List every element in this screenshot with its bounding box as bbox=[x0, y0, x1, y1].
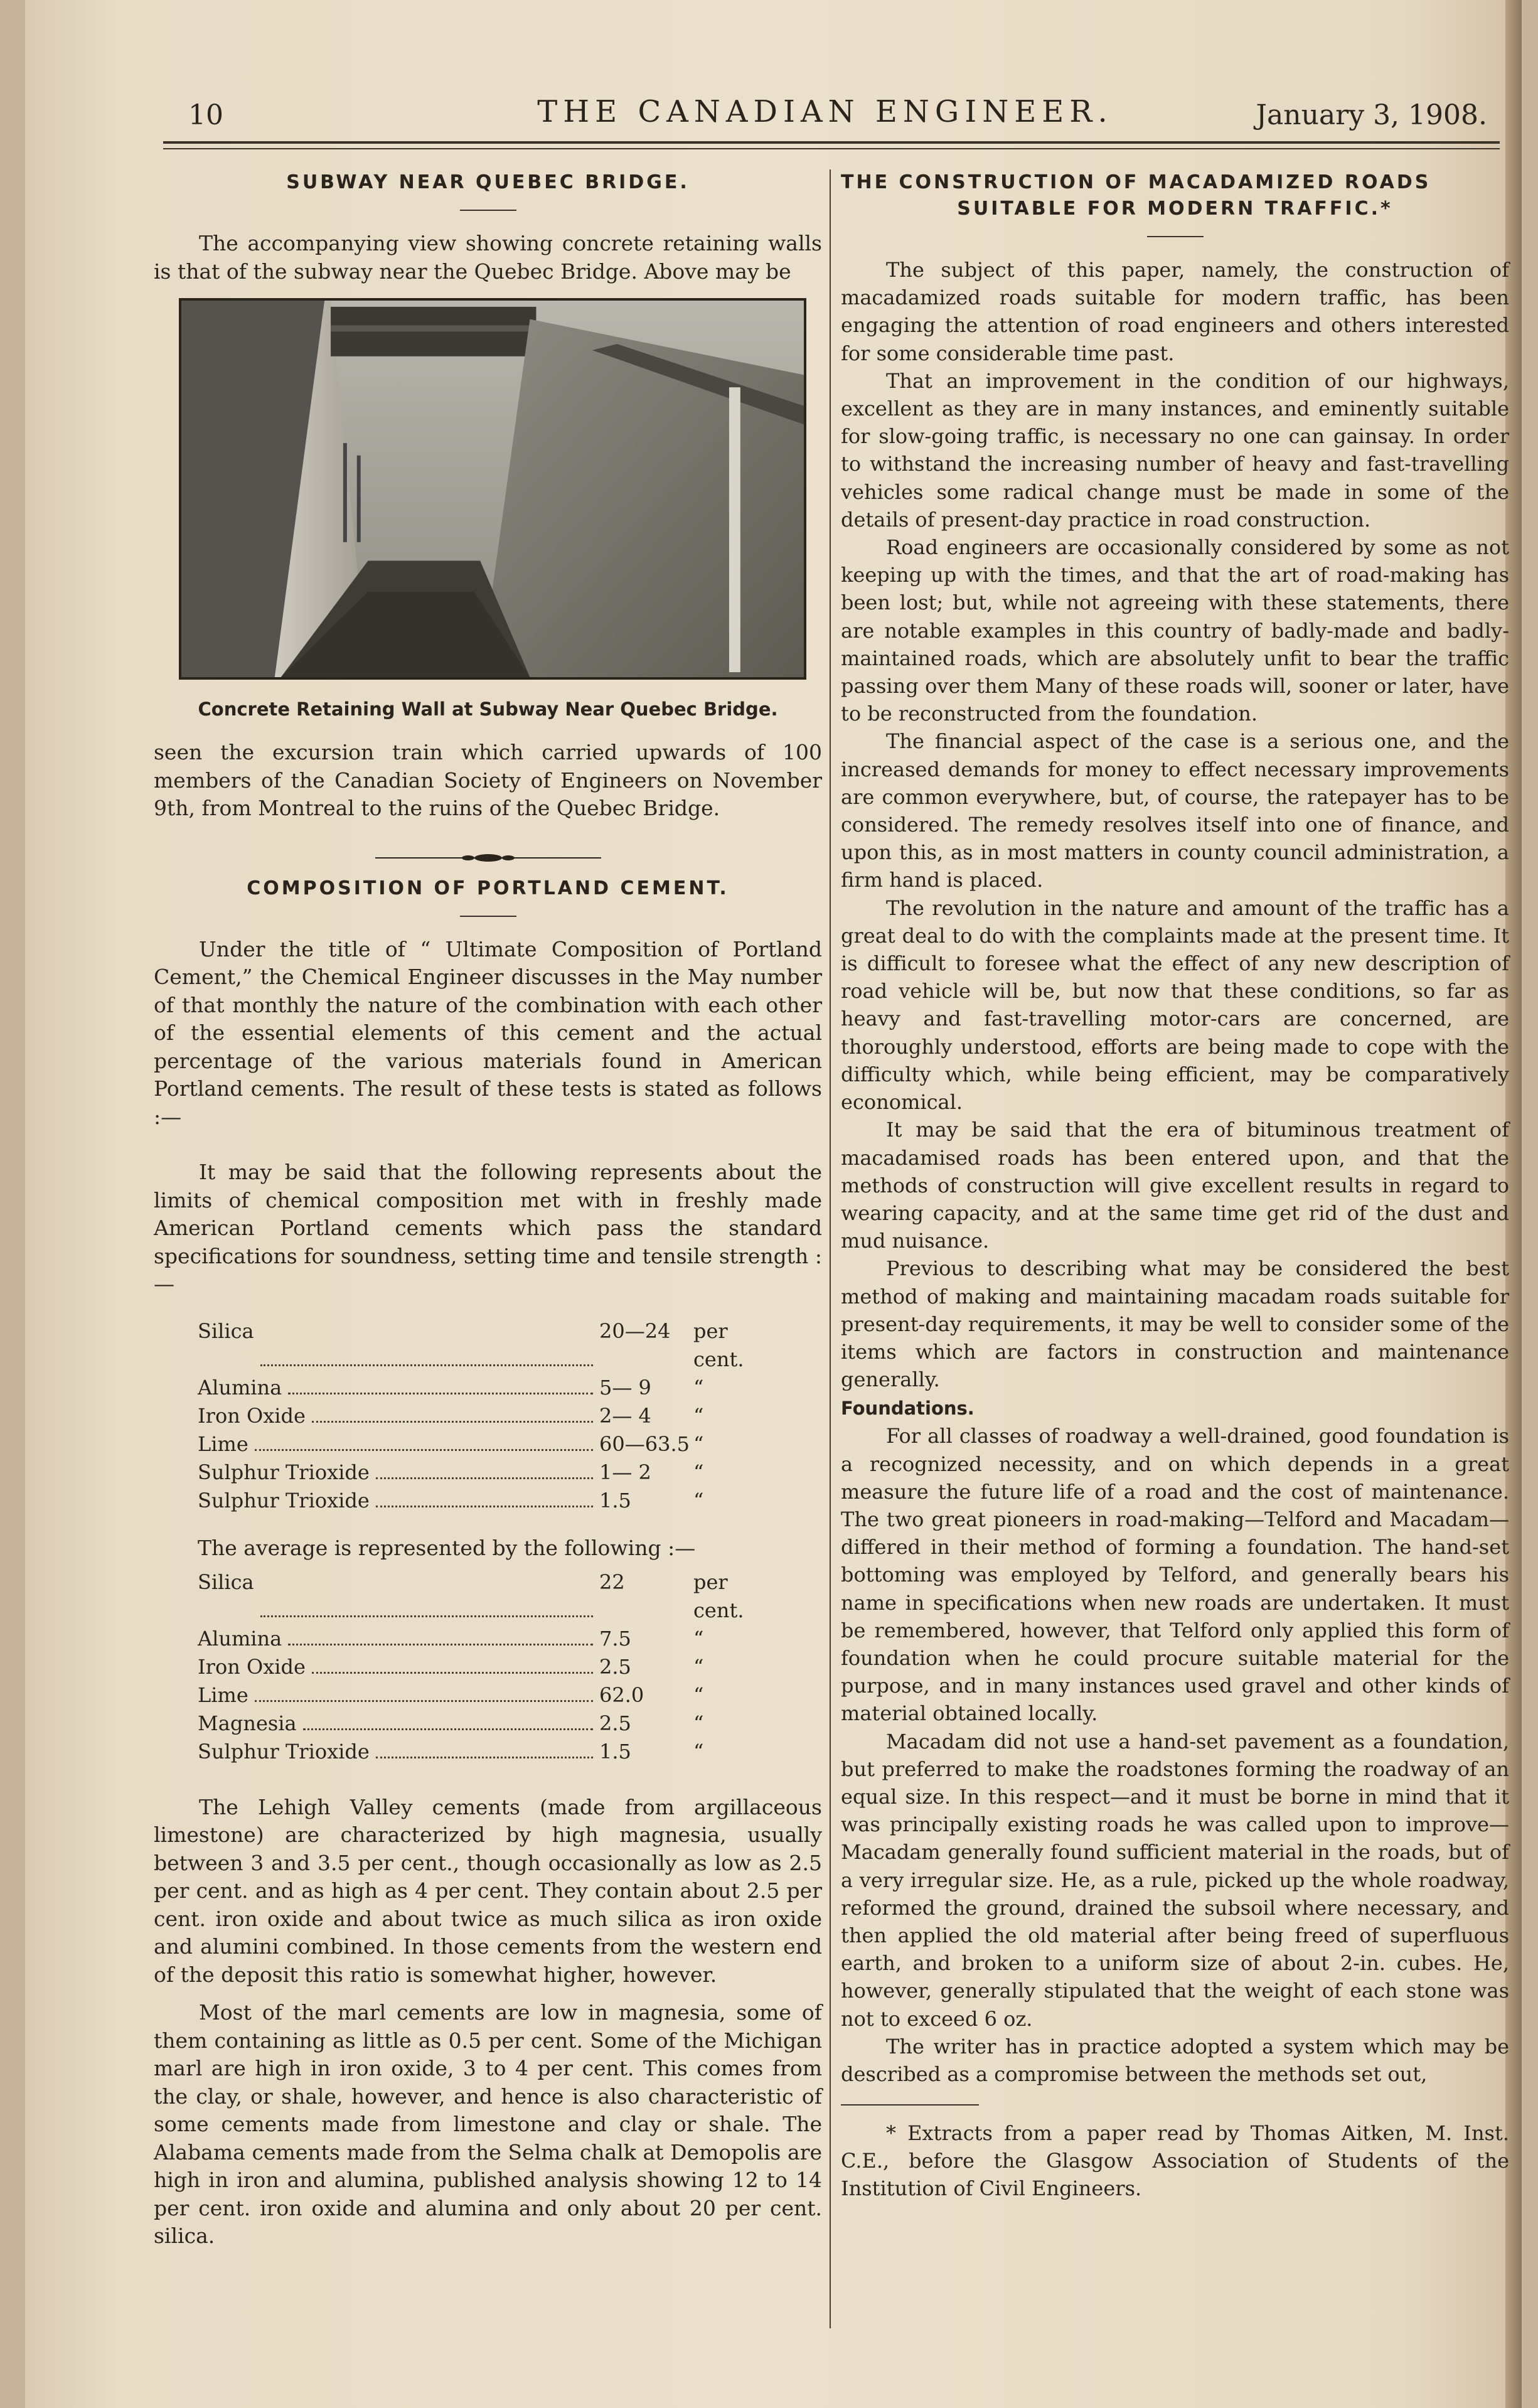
roads-paragraph: The financial aspect of the case is a serious one, and the increased demands for money to effect necessary improvements are common everywhere, but, of course, the ratepayer has to be considered. The remedy resolves itself into one of finance, and upon this, as in most matters in county council administration, a firm hand is placed. bbox=[841, 729, 1509, 892]
journal-title: THE CANADIAN ENGINEER. bbox=[537, 94, 1113, 129]
dot-leader bbox=[376, 1458, 593, 1479]
dot-leader bbox=[303, 1710, 593, 1730]
component-unit: “ bbox=[693, 1431, 704, 1456]
table-row bbox=[198, 1653, 781, 1681]
photo-caption: Concrete Retaining Wall at Subway Near Quebec Bridge. bbox=[198, 698, 778, 720]
cement-paragraph: The Lehigh Valley cements (made from argillaceous limestone) are characterized by high magnesia, usually between 3 and 3.5 per cent., though occasionally as low as 2.5 per cent. and as high as 4 per cent. They contain about 2.5 per cent. iron oxide and about twice as much silica as iron oxide and alumini combined. In those cements from the western end of the deposit this ratio is somewhat higher, however. bbox=[154, 1794, 822, 1987]
subway-continuation: seen the excursion train which carried upwards of 100 members of the Canadian Society of Engineers on November 9th, from Montreal to the ruins of the Quebec Bridge. bbox=[154, 740, 822, 820]
column-divider bbox=[830, 169, 831, 2328]
table-row bbox=[198, 1710, 781, 1738]
subway-intro: The accompanying view showing concrete retaining walls is that of the subway near the Quebec Bridge. Above may be bbox=[154, 231, 822, 284]
component-unit: per cent. bbox=[693, 1570, 744, 1622]
component-value: 22 bbox=[599, 1570, 625, 1594]
component-name: Iron Oxide bbox=[198, 1654, 306, 1679]
header-rule-thin bbox=[163, 148, 1500, 149]
component-unit: per cent. bbox=[693, 1319, 744, 1371]
component-value: 1.5 bbox=[599, 1739, 631, 1763]
component-unit: “ bbox=[693, 1375, 704, 1399]
component-value: 1.5 bbox=[599, 1488, 631, 1512]
component-value: 2.5 bbox=[599, 1711, 631, 1735]
ornament-divider-icon bbox=[375, 854, 601, 862]
component-name: Sulphur Trioxide bbox=[198, 1488, 370, 1512]
page-number: 10 bbox=[188, 99, 223, 131]
dot-leader bbox=[312, 1402, 593, 1423]
roads-heading-line2: SUITABLE FOR MODERN TRAFFIC.* bbox=[957, 198, 1393, 220]
roads-paragraph: That an improvement in the condition of our highways, excellent as they are in many instances, and eminently suitable for slow-going traffic, is necessary no one can gainsay. In order to withstand the increasing number of heavy and fast-travelling vehicles some radical change must be made in some of the details of present-day practice in road construction. bbox=[841, 368, 1509, 532]
newspaper-page bbox=[25, 0, 1522, 2408]
component-name: Lime bbox=[198, 1431, 248, 1456]
table-row bbox=[198, 1681, 781, 1710]
component-unit: “ bbox=[693, 1403, 704, 1428]
dot-leader bbox=[288, 1625, 593, 1645]
component-value: 20—24 bbox=[599, 1319, 671, 1343]
component-value: 60—63.5 bbox=[599, 1431, 690, 1456]
component-name: Magnesia bbox=[198, 1711, 297, 1735]
roads-paragraph: It may be said that the era of bituminous treatment of macadamised roads has been entered upon, and that the methods of construction will give excellent results in regard to wearing capacity, and at the same time get rid of the dust and mud nuisance. bbox=[841, 1118, 1509, 1253]
roads-paragraph: The revolution in the nature and amount of the traffic has a great deal to do with the complaints made at the present time. It is difficult to foresee what the effect of any new description of road vehicle will be, but now that these conditions, so far as heavy and fast-travelling motor-cars are concerned, are thoroughly understood, efforts are being made to cope with the difficulty which, while being efficient, may be comparatively economical. bbox=[841, 896, 1509, 1115]
section-ornament bbox=[154, 853, 822, 862]
subway-heading: SUBWAY NEAR QUEBEC BRIDGE. bbox=[286, 171, 690, 193]
component-unit: “ bbox=[693, 1711, 704, 1735]
cement-paragraph: It may be said that the following represents about the limits of chemical composition met with in freshly made American Portland cements which pass the standard specifications for soundness, setting time and tensile strength :— bbox=[154, 1160, 822, 1296]
roads-paragraph: Previous to describing what may be considered the best method of making and maintaining macadam roads suitable for present-day requirements, it may be well to consider some of the items which are factors in construction and maintenance generally. bbox=[841, 1256, 1509, 1392]
footnote-text: * Extracts from a paper read by Thomas Aitken, M. Inst. C.E., before the Glasgow Association of Students of the Institution of Civil Engineers. bbox=[841, 2121, 1509, 2201]
component-name: Silica bbox=[198, 1319, 254, 1343]
dot-leader bbox=[288, 1374, 593, 1394]
left-column bbox=[154, 169, 822, 2250]
component-name: Silica bbox=[198, 1570, 254, 1594]
footnote bbox=[841, 2119, 1509, 2202]
average-intro: The average is represented by the following :— bbox=[198, 1535, 696, 1560]
dot-leader bbox=[255, 1430, 593, 1451]
heading-rule bbox=[460, 916, 516, 917]
heading-rule bbox=[1147, 236, 1204, 237]
foundations-subheading: Foundations. bbox=[841, 1398, 975, 1420]
component-value: 5— 9 bbox=[599, 1375, 651, 1399]
cement-paragraph: Most of the marl cements are low in magnesia, some of them containing as little as 0.5 per cent. Some of the Michigan marl are high in iron oxide, 3 to 4 per cent. This comes from the clay, or shale, however, and hence is also characteristic of some cements made from limestone and clay or shale. The Alabama cements made from the Selma chalk at Demopolis are high in iron and alumina, published analysis showing 12 to 14 per cent. iron oxide and alumina and only about 20 per cent. silica. bbox=[154, 2000, 822, 2248]
dot-leader bbox=[260, 1317, 593, 1366]
roads-paragraph: Road engineers are occasionally considered by some as not keeping up with the times, and that the art of road-making has been lost; but, while not agreeing with these statements, there are notable examples in this country of badly-made and badly-maintained roads, which are absolutely unfit to bear the traffic passing over them Many of these roads will, sooner or later, have to be reconstructed from the foundation. bbox=[841, 535, 1509, 726]
component-unit: “ bbox=[693, 1460, 704, 1484]
table-row bbox=[198, 1738, 781, 1766]
issue-date: January 3, 1908. bbox=[1256, 99, 1487, 131]
component-value: 2.5 bbox=[599, 1654, 631, 1679]
foundation-paragraph: For all classes of roadway a well-drained, good foundation is a recognized necessity, and on which depends in a great measure the future life of a road and the cost of maintenance. The two great pioneers in road-making—Telford and Macadam—differed in their method of forming a foundation. The hand-set bottoming was employed by Telford, and generally bears his name in specifications when new roads are undertaken. It must be remembered, however, that Telford only applied this form of foundation when he could procure suitable material for the purpose, and in many instances used gravel and other kinds of material obtained locally. bbox=[841, 1424, 1509, 1726]
dot-leader bbox=[255, 1681, 593, 1702]
component-name: Sulphur Trioxide bbox=[198, 1460, 370, 1484]
table-row bbox=[198, 1374, 781, 1402]
component-unit: “ bbox=[693, 1626, 704, 1651]
header-rule bbox=[163, 141, 1500, 144]
foundation-paragraph: The writer has in practice adopted a system which may be described as a compromise between the methods set out, bbox=[841, 2034, 1509, 2086]
component-value: 2— 4 bbox=[599, 1403, 651, 1428]
component-name: Lime bbox=[198, 1683, 248, 1707]
running-head bbox=[163, 94, 1487, 138]
component-value: 62.0 bbox=[599, 1683, 644, 1707]
cement-paragraph: Under the title of “ Ultimate Composition of Portland Cement,” the Chemical Engineer discusses in the May number of that monthly the nature of the combination with each other of the essential elements of this cement and the actual percentage of the various materials found in American Portland cements. The result of these tests is stated as follows :— bbox=[154, 936, 822, 1129]
foundation-paragraph: Macadam did not use a hand-set pavement as a foundation, but preferred to make the roadstones forming the roadway of an equal size. In this respect—and it must be borne in mind that it was principally existing roads he was called upon to improve—Macadam generally found sufficient material in the roads, but of a very irregular size. He, as a rule, picked up the whole roadway, reformed the ground, drained the subsoil where necessary, and then applied the old material after being freed of superfluous earth, and broken to a uniform size of about 2-in. cubes. He, however, generally stipulated that the weight of each stone was not to exceed 6 oz. bbox=[841, 1729, 1509, 2031]
component-unit: “ bbox=[693, 1654, 704, 1679]
cement-heading: COMPOSITION OF PORTLAND CEMENT. bbox=[247, 877, 729, 899]
component-name: Iron Oxide bbox=[198, 1403, 306, 1428]
table-row bbox=[198, 1430, 781, 1458]
table-row bbox=[198, 1625, 781, 1653]
roads-heading-line1: THE CONSTRUCTION OF MACADAMIZED ROADS bbox=[841, 171, 1431, 193]
table-row bbox=[198, 1458, 781, 1487]
limits-table bbox=[198, 1317, 781, 1515]
component-name: Alumina bbox=[198, 1375, 282, 1399]
average-table bbox=[198, 1568, 781, 1766]
heading-rule bbox=[460, 210, 516, 211]
component-unit: “ bbox=[693, 1488, 704, 1512]
right-column bbox=[841, 169, 1509, 2202]
roads-paragraph: The subject of this paper, namely, the construction of macadamized roads suitable for modern traffic, has been engaging the attention of road engineers and others interested for some considerable time past. bbox=[841, 258, 1509, 365]
table-row bbox=[198, 1568, 781, 1625]
component-unit: “ bbox=[693, 1683, 704, 1707]
subway-photo-illustration bbox=[181, 301, 804, 677]
component-name: Alumina bbox=[198, 1626, 282, 1651]
component-value: 7.5 bbox=[599, 1626, 631, 1651]
dot-leader bbox=[312, 1653, 593, 1674]
table-row bbox=[198, 1317, 781, 1374]
footnote-rule bbox=[841, 2104, 979, 2106]
component-name: Sulphur Trioxide bbox=[198, 1739, 370, 1763]
dot-leader bbox=[376, 1738, 593, 1758]
table-row bbox=[198, 1402, 781, 1430]
table-row bbox=[198, 1487, 781, 1515]
subway-photo bbox=[179, 298, 806, 680]
dot-leader bbox=[260, 1568, 593, 1617]
dot-leader bbox=[376, 1487, 593, 1507]
component-unit: “ bbox=[693, 1739, 704, 1763]
component-value: 1— 2 bbox=[599, 1460, 651, 1484]
